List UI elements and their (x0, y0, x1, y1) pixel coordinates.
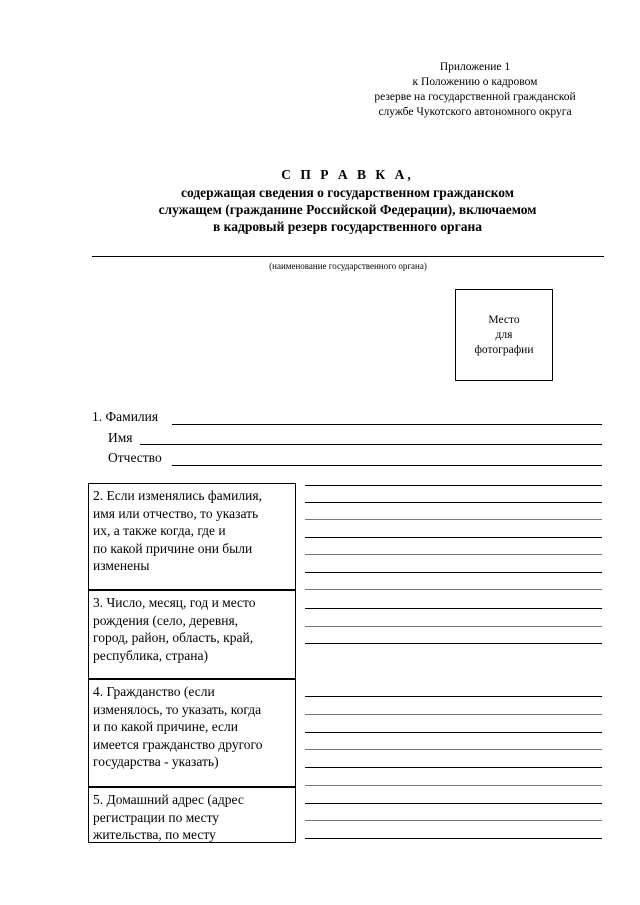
patronymic-label: Отчество (108, 450, 162, 465)
item-text-line: жительства, по месту (93, 827, 216, 842)
item-text-line: рождения (село, деревня, (93, 612, 239, 628)
answer-line[interactable] (305, 803, 602, 804)
item-text-line: государства - указать) (93, 754, 219, 769)
appendix-line: резерве на государственной гражданской (374, 91, 576, 103)
answer-line[interactable] (305, 749, 602, 750)
form-item-name-change (88, 483, 296, 590)
answer-line[interactable] (305, 767, 602, 768)
item-text-line: республика, страна) (93, 647, 208, 663)
photo-label-line: фотографии (474, 343, 534, 356)
answer-line[interactable] (305, 502, 602, 503)
answer-line[interactable] (305, 519, 602, 520)
item-text-line: и по какой причине, если (93, 719, 238, 734)
item-text-line: 5. Домашний адрес (адрес (93, 792, 244, 807)
answer-line[interactable] (305, 732, 602, 733)
appendix-line: к Положению о кадровом (412, 76, 538, 88)
surname-label: 1. Фамилия (92, 409, 159, 424)
answer-line[interactable] (305, 785, 602, 786)
title-line: в кадровый резерв государственного органа (213, 219, 482, 234)
answer-line[interactable] (305, 626, 602, 627)
appendix-note (340, 60, 610, 120)
answer-line[interactable] (305, 589, 602, 590)
item-text-line: изменены (93, 558, 150, 573)
org-name-field[interactable] (92, 256, 604, 257)
form-item-citizenship (88, 679, 296, 787)
item-text-line: 2. Если изменялись фамилия, (93, 488, 262, 503)
item-text-line: имеется гражданство другого (93, 736, 263, 752)
surname-field[interactable] (172, 424, 602, 425)
answer-line[interactable] (305, 608, 602, 609)
item-text-line: их, а также когда, где и (93, 523, 226, 538)
photo-placeholder (455, 289, 553, 381)
answer-line[interactable] (305, 485, 602, 486)
answer-line[interactable] (305, 820, 602, 821)
answer-line[interactable] (305, 696, 602, 697)
title-line: служащем (гражданине Российской Федерации), включаемом (158, 202, 537, 217)
answer-line[interactable] (305, 554, 602, 555)
answer-line[interactable] (305, 838, 602, 839)
item-text-line: по какой причине они были (93, 540, 253, 556)
item-text-line: регистрации по месту (93, 809, 220, 825)
photo-label-line: для (495, 328, 513, 341)
item-text-line: изменялось, то указать, когда (93, 701, 262, 717)
form-item-address (88, 787, 296, 843)
item-text-line: 4. Гражданство (если (93, 684, 215, 699)
title-line: содержащая сведения о государственном гражданском (180, 185, 514, 200)
answer-line[interactable] (305, 714, 602, 715)
org-name-caption: (наименование государственного органа) (269, 261, 427, 271)
item-text-line: имя или отчество, то указать (93, 505, 259, 521)
answer-line[interactable] (305, 572, 602, 573)
name-field[interactable] (140, 444, 602, 445)
item-text-line: город, район, область, край, (93, 630, 254, 645)
photo-label-line: Место (488, 313, 520, 326)
patronymic-field[interactable] (172, 465, 602, 466)
name-label: Имя (108, 430, 133, 445)
appendix-line: службе Чукотского автономного округа (378, 106, 572, 118)
item-text-line: 3. Число, месяц, год и место (93, 595, 256, 610)
document-title (95, 166, 600, 235)
appendix-line: Приложение 1 (439, 61, 511, 73)
title-main: С П Р А В К А, (281, 167, 414, 182)
answer-line[interactable] (305, 537, 602, 538)
form-item-birth (88, 590, 296, 679)
answer-line[interactable] (305, 643, 602, 644)
